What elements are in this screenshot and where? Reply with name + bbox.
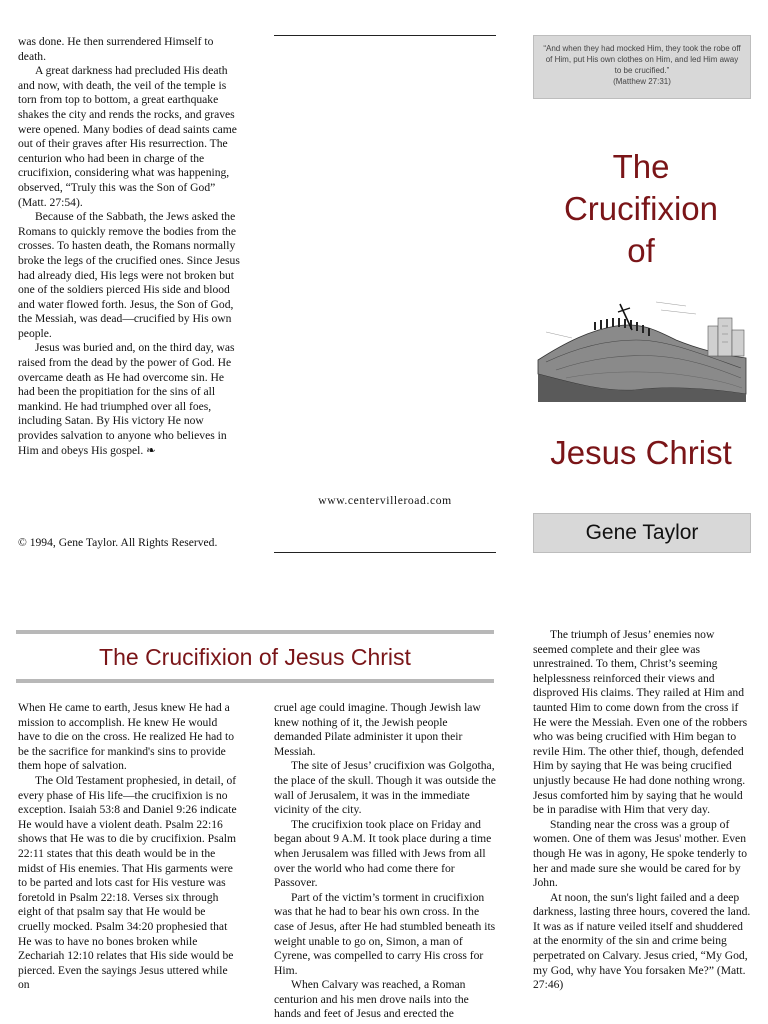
inner-column-middle	[274, 701, 496, 1022]
cover-title-line: Jesus Christ	[550, 434, 732, 471]
paragraph: The Old Testament prophesied, in detail, of every phase of His life—the crucifixion is no exception. Isaiah 53:8 and Daniel 9:26 indicate He would have a violent death. Psalm 22:16 shows that He was to die by crucifixion. Psalm 22:11 states that this death would be in the midst of His enemies. That His garments were to be parted and lots cast for His vesture was foretold in Psalm 22:18. Verses six through eight of that psalm say that He would be cruelly mocked. Psalm 34:20 prophesied that He was to have no bones broken while Zechariah 12:10 relates that His side would be pierced. Even the sayings Jesus uttered while on	[18, 773, 237, 992]
copyright-notice: © 1994, Gene Taylor. All Rights Reserved.	[18, 536, 218, 549]
back-panel-text	[18, 35, 240, 458]
inner-column-right	[533, 628, 751, 993]
inner-column-left	[18, 701, 240, 993]
golgotha-hill-illustration	[536, 282, 748, 404]
paragraph: A great darkness had precluded His death and now, with death, the veil of the temple is torn from top to bottom, a great earthquake shakes the city and rends the rocks, and graves were opened. Many bodies of dead saints came out of their graves after His resurrection. The centurion who had been in charge of the crucifixion, considering what was happening, observed, “Truly this was the Son of God” (Matt. 27:54).	[18, 64, 237, 209]
paragraph: The site of Jesus’ crucifixion was Golgotha, the place of the skull. Though it was outside the wall of Jerusalem, it was in the immediate vicinity of the city.	[274, 759, 496, 817]
paragraph: When He came to earth, Jesus knew He had a mission to accomplish. He knew He would have to die on the cross. He realized He had to be the sacrifice for mankind's sins to provide them hope of salvation.	[18, 701, 235, 773]
heading-rule-bottom	[16, 679, 494, 683]
website-url: www.centervilleroad.com	[318, 494, 452, 507]
bottom-divider	[274, 552, 496, 553]
author-name: Gene Taylor	[585, 521, 699, 544]
paragraph: cruel age could imagine. Though Jewish law knew nothing of it, the Jewish people demanded Pilate administer it upon their Messiah.	[274, 701, 481, 758]
scripture-reference: (Matthew 27:31)	[613, 77, 671, 86]
author-box	[533, 513, 751, 553]
paragraph: The crucifixion took place on Friday and began about 9 A.M. It took place during a time when Jerusalem was filled with Jews from all over the world who had come there for Passover.	[274, 817, 492, 890]
inner-heading: The Crucifixion of Jesus Christ	[99, 644, 411, 670]
scripture-quote: “And when they had mocked Him, they took the robe off of Him, put His own clothes on Him, and led Him away to be crucified.”	[543, 44, 741, 75]
paragraph: The triumph of Jesus’ enemies now seemed complete and their glee was unrestrained. To them, Christ’s seeming helplessness reinforced their views and disproved His claims. They railed at Him and taunted Him to come down from the cross if He were the Messiah. Even one of the robbers who was being crucified with Him began to revile Him. The other thief, though, defended Him by saying that He was being crucified unjustly because He had done nothing wrong. Jesus comforted him by saying that he would be in paradise with Him that very day.	[533, 628, 748, 817]
paragraph: Part of the victim’s torment in crucifixion was that he had to bear his own cross. In the case of Jesus, after He had stumbled beneath its weight unable to go on, Simon, a man of Cyrene, was compelled to carry His cross for Him.	[274, 890, 496, 977]
cover-title-line: The	[612, 148, 670, 185]
top-divider	[274, 35, 496, 36]
paragraph: was done. He then surrendered Himself to death.	[18, 35, 214, 63]
paragraph: At noon, the sun's light failed and a deep darkness, lasting three hours, covered the land. It was as if nature veiled itself and shuddered at the enormity of the sin and crime being perpetrated on Calvary. Jesus cried, “My God, my God, why have You forsaken Me?” (Matt. 27:46)	[533, 890, 751, 992]
paragraph: When Calvary was reached, a Roman centurion and his men drove nails into the hands and feet of Jesus and erected the	[274, 978, 469, 1021]
cover-title-line: of	[627, 232, 655, 269]
cover-title-line: Crucifixion	[563, 190, 719, 227]
paragraph: Standing near the cross was a group of women. One of them was Jesus' mother. Even though He was in agony, He spoke tenderly to her and made sure she would be cared for by John.	[533, 817, 748, 890]
scripture-quote-box	[533, 35, 751, 99]
paragraph: Jesus was buried and, on the third day, was raised from the dead by the power of God. He overcame death as He had overcome sin. He had been the propitiation for the sins of all mankind. He had triumphed over all foes, including Satan. By His victory He now provides salvation to anyone who believes in Him and obeys His gospel. ❧	[18, 341, 235, 457]
paragraph: Because of the Sabbath, the Jews asked the Romans to quickly remove the bodies from the crosses. To hasten death, the Romans normally broke the legs of the crucified ones. Since Jesus had already died, His legs were not broken but one of the soldiers pierced His side and blood and water flowed forth. Jesus, the Son of God, the Messiah, was dead—crucified by His own people.	[18, 210, 240, 340]
heading-rule-top	[16, 630, 494, 634]
